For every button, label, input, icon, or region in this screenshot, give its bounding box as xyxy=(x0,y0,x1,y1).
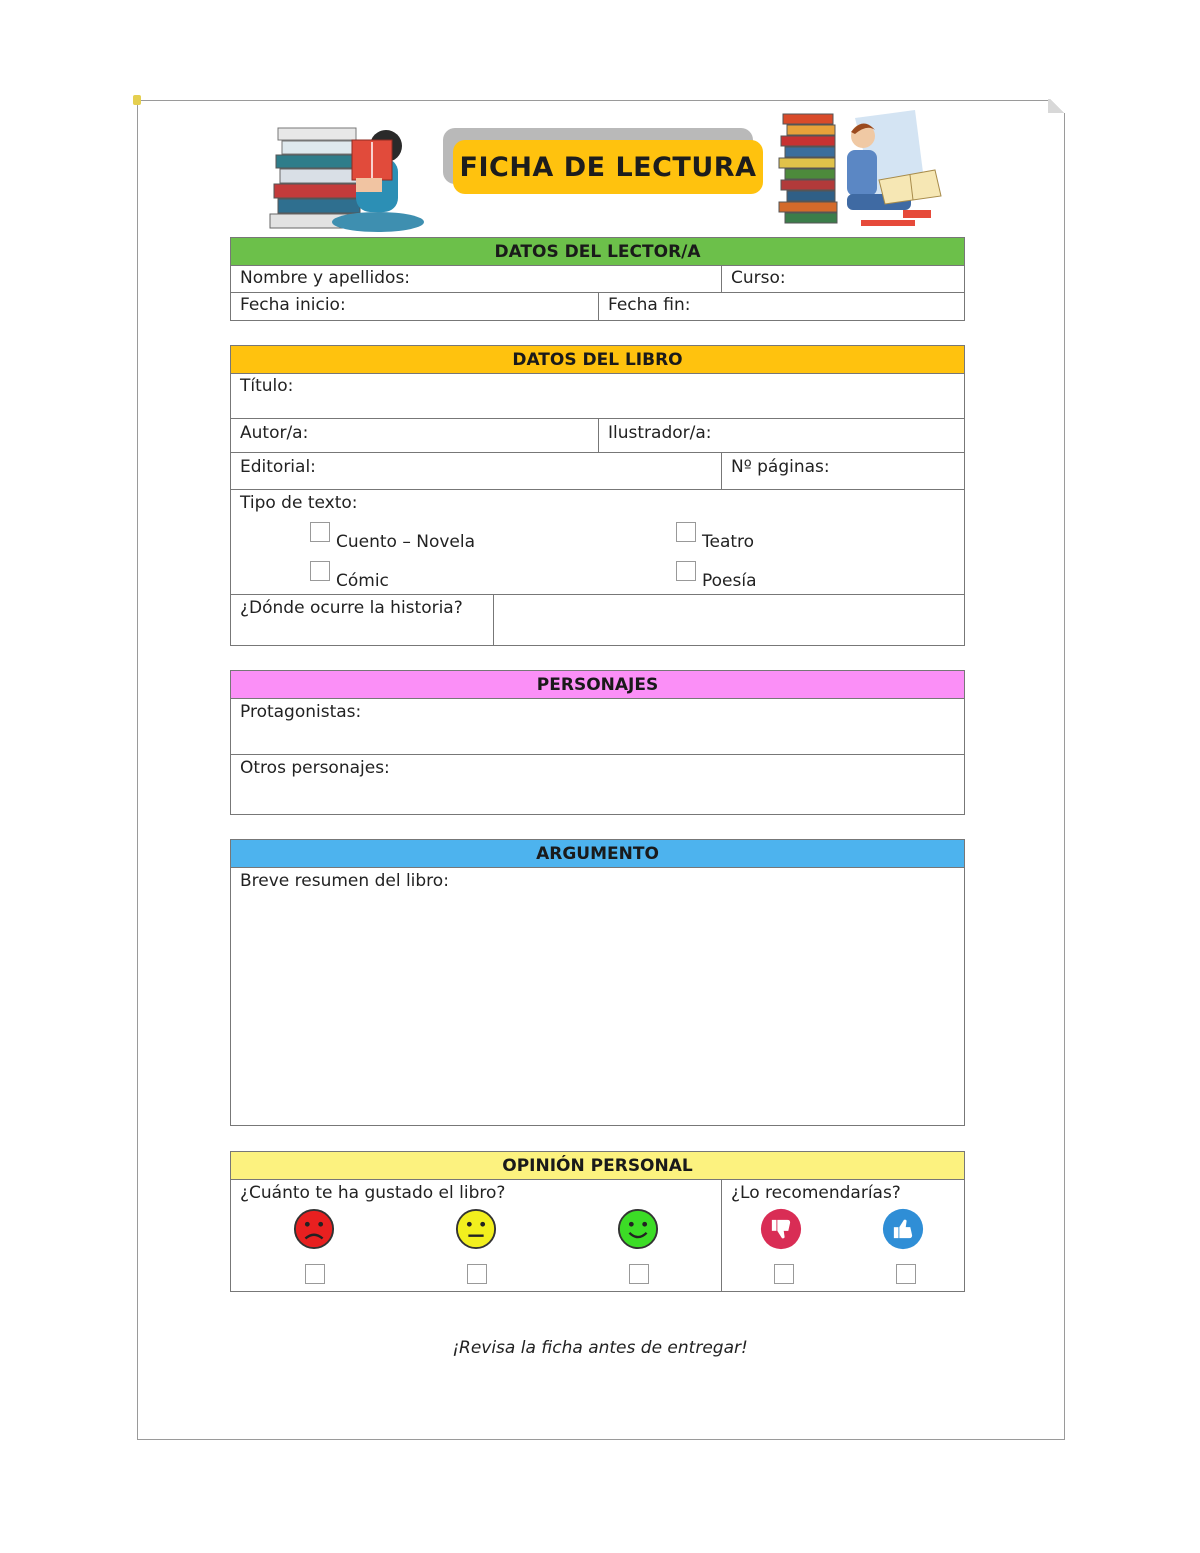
publisher-field[interactable] xyxy=(231,453,721,489)
teatro-label: Teatro xyxy=(702,532,755,552)
sad-face-checkbox[interactable] xyxy=(305,1264,325,1284)
start-date-label: Fecha inicio: xyxy=(240,295,346,315)
protagonists-label: Protagonistas: xyxy=(240,702,362,722)
other-characters-label: Otros personajes: xyxy=(240,758,390,778)
setting-label-cell xyxy=(231,595,493,645)
neutral-face-checkbox[interactable] xyxy=(467,1264,487,1284)
happy-face-checkbox[interactable] xyxy=(629,1264,649,1284)
pin-icon xyxy=(133,95,141,105)
teatro-checkbox[interactable] xyxy=(676,522,696,542)
plot-heading: ARGUMENTO xyxy=(231,840,964,868)
opinion-table xyxy=(230,1151,965,1292)
opinion-heading: OPINIÓN PERSONAL xyxy=(231,1152,964,1180)
pages-field[interactable] xyxy=(721,453,964,489)
plot-table xyxy=(230,839,965,1126)
thumbs-up-icon xyxy=(882,1208,924,1250)
reader-data-table xyxy=(230,237,965,321)
setting-label: ¿Dónde ocurre la historia? xyxy=(240,598,463,618)
page-title: FICHA DE LECTURA xyxy=(453,140,763,194)
characters-table xyxy=(230,670,965,815)
sad-face-icon xyxy=(293,1208,335,1250)
liking-label: ¿Cuánto te ha gustado el libro? xyxy=(240,1183,506,1203)
author-label: Autor/a: xyxy=(240,423,309,443)
poesia-checkbox[interactable] xyxy=(676,561,696,581)
text-type-label: Tipo de texto: xyxy=(240,493,358,513)
end-date-label: Fecha fin: xyxy=(608,295,691,315)
thumbs-up-checkbox[interactable] xyxy=(896,1264,916,1284)
option-cuento-novela[interactable] xyxy=(310,522,475,552)
text-type-section xyxy=(231,490,964,595)
reader-data-heading: DATOS DEL LECTOR/A xyxy=(231,238,964,266)
end-date-field[interactable] xyxy=(598,293,964,320)
author-field[interactable] xyxy=(231,419,598,452)
comic-label: Cómic xyxy=(336,571,389,591)
footer-note: ¡Revisa la ficha antes de entregar! xyxy=(452,1338,748,1358)
poesia-label: Poesía xyxy=(702,571,757,591)
summary-label: Breve resumen del libro: xyxy=(240,871,449,891)
name-field[interactable] xyxy=(231,266,721,292)
setting-field[interactable] xyxy=(493,595,964,645)
grade-label: Curso: xyxy=(731,268,786,288)
page-corner-fold xyxy=(1048,99,1066,113)
characters-heading: PERSONAJES xyxy=(231,671,964,699)
title-label: Título: xyxy=(240,376,294,396)
book-data-table xyxy=(230,345,965,646)
name-label: Nombre y apellidos: xyxy=(240,268,411,288)
option-comic[interactable] xyxy=(310,561,389,591)
liking-section xyxy=(231,1180,721,1291)
book-data-heading: DATOS DEL LIBRO xyxy=(231,346,964,374)
cuento-novela-checkbox[interactable] xyxy=(310,522,330,542)
thumbs-down-icon xyxy=(760,1208,802,1250)
option-poesia[interactable] xyxy=(676,561,757,591)
grade-field[interactable] xyxy=(721,266,964,292)
publisher-label: Editorial: xyxy=(240,457,316,477)
thumbs-down-checkbox[interactable] xyxy=(774,1264,794,1284)
illustrator-label: Ilustrador/a: xyxy=(608,423,712,443)
neutral-face-icon xyxy=(455,1208,497,1250)
cuento-novela-label: Cuento – Novela xyxy=(336,532,476,552)
header xyxy=(260,108,950,236)
recommend-label: ¿Lo recomendarías? xyxy=(731,1183,901,1203)
title-field[interactable] xyxy=(231,374,964,418)
happy-face-icon xyxy=(617,1208,659,1250)
comic-checkbox[interactable] xyxy=(310,561,330,581)
illustrator-field[interactable] xyxy=(598,419,964,452)
pages-label: Nº páginas: xyxy=(731,457,830,477)
girl-reading-books-illustration xyxy=(260,114,435,236)
boy-reading-books-illustration xyxy=(775,108,950,236)
recommend-section xyxy=(721,1180,964,1291)
protagonists-field[interactable] xyxy=(231,699,964,754)
option-teatro[interactable] xyxy=(676,522,754,552)
other-characters-field[interactable] xyxy=(231,755,964,814)
start-date-field[interactable] xyxy=(231,293,598,320)
summary-field[interactable] xyxy=(231,868,964,1125)
